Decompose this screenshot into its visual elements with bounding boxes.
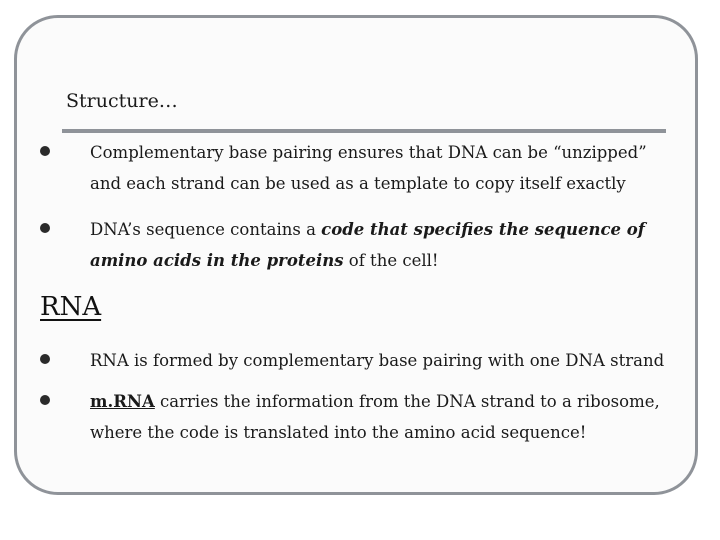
rna-section-title: RNA — [40, 292, 102, 322]
rna-bullet-2-text: carries the information from the DNA strand to a ribosome, where the code is translated into the amino acid sequence! — [90, 392, 660, 442]
heading-divider — [62, 129, 666, 133]
bullet-dot-icon — [40, 223, 50, 233]
dna-bullet-2-lead: DNA’s sequence contains a — [90, 220, 322, 239]
bullet-dot-icon — [40, 146, 50, 156]
mrna-term: m.RNA — [90, 392, 155, 411]
dna-bullet-1: Complementary base pairing ensures that DNA can be “unzipped” and each strand can be used as a template to copy itself exactly — [90, 143, 647, 193]
bullet-dot-icon — [40, 395, 50, 405]
rna-bullet-2 — [90, 386, 675, 448]
slide-heading: Structure… — [66, 90, 178, 112]
dna-bullet-2-emphasis: code that specifies the sequence of amino acids in the proteins — [90, 220, 645, 270]
rna-bullet-1: RNA is formed by complementary base pairing with one DNA strand — [90, 351, 665, 370]
bullet-dot-icon — [40, 354, 50, 364]
dna-bullet-2 — [90, 214, 675, 276]
dna-bullet-2-tail: of the cell! — [343, 251, 439, 270]
